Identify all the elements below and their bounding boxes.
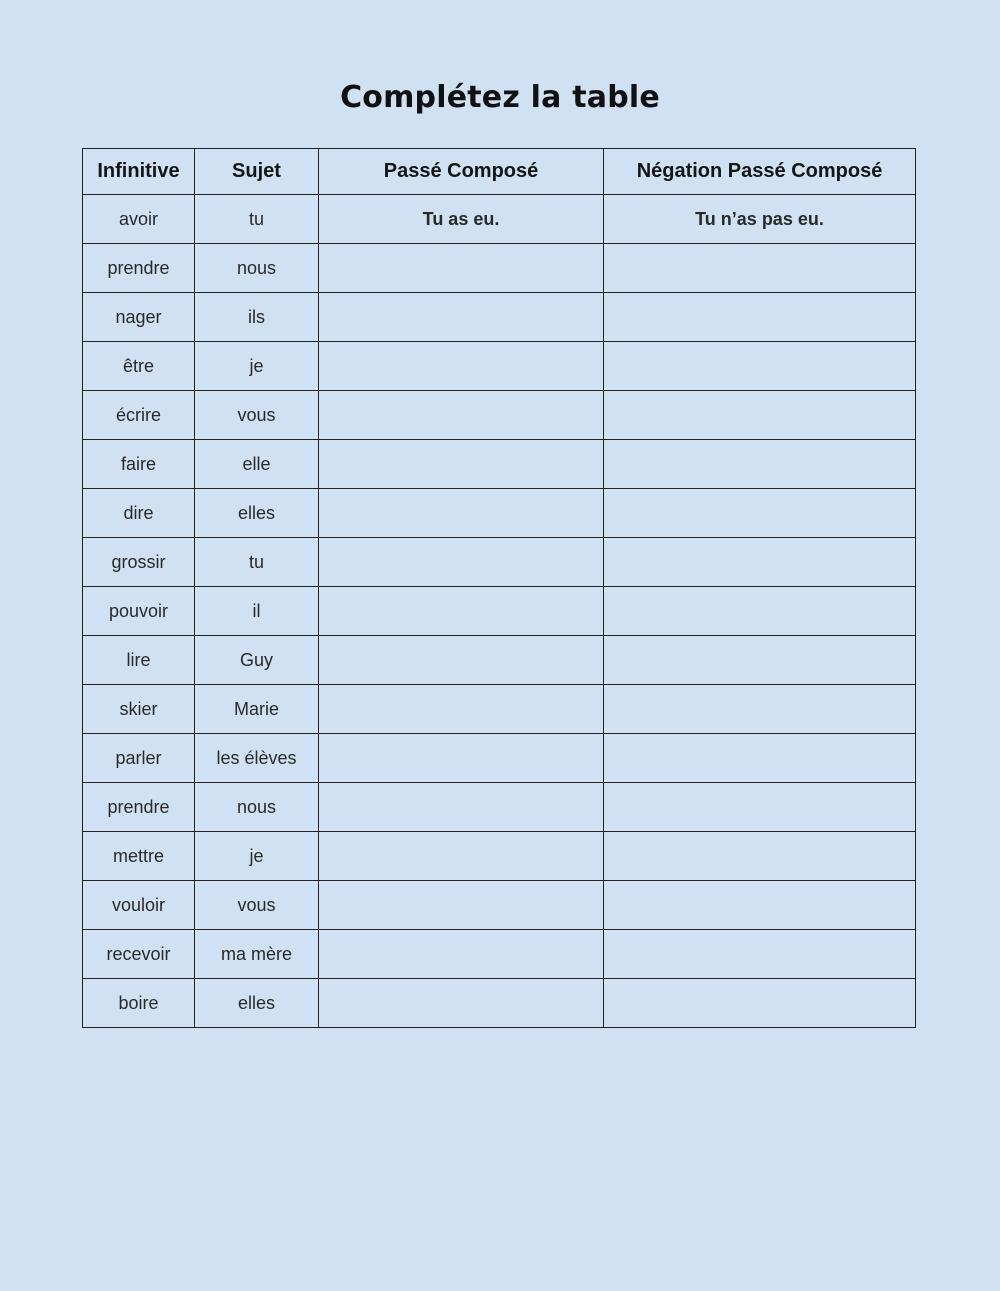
- cell-passe-compose[interactable]: [319, 342, 604, 391]
- cell-subject: tu: [195, 538, 319, 587]
- table-header-row: [83, 149, 916, 195]
- header-passe-compose: Passé Composé: [319, 149, 604, 195]
- cell-infinitive: skier: [83, 685, 195, 734]
- table-row: [83, 783, 916, 832]
- table-row: [83, 342, 916, 391]
- cell-infinitive: vouloir: [83, 881, 195, 930]
- cell-passe-compose[interactable]: [319, 440, 604, 489]
- cell-subject: ma mère: [195, 930, 319, 979]
- cell-passe-compose[interactable]: [319, 587, 604, 636]
- cell-negation[interactable]: [604, 538, 916, 587]
- cell-subject: elles: [195, 979, 319, 1028]
- cell-negation[interactable]: [604, 979, 916, 1028]
- cell-subject: il: [195, 587, 319, 636]
- cell-passe-compose[interactable]: [319, 391, 604, 440]
- cell-subject: Marie: [195, 685, 319, 734]
- cell-subject: ils: [195, 293, 319, 342]
- table-row: [83, 391, 916, 440]
- cell-subject: elles: [195, 489, 319, 538]
- cell-subject: elle: [195, 440, 319, 489]
- cell-infinitive: parler: [83, 734, 195, 783]
- cell-negation[interactable]: [604, 734, 916, 783]
- cell-passe-compose[interactable]: [319, 881, 604, 930]
- cell-subject: je: [195, 832, 319, 881]
- cell-infinitive: avoir: [83, 195, 195, 244]
- cell-negation[interactable]: [604, 930, 916, 979]
- cell-passe-compose[interactable]: [319, 979, 604, 1028]
- cell-negation[interactable]: [604, 587, 916, 636]
- cell-infinitive: prendre: [83, 244, 195, 293]
- cell-negation[interactable]: [604, 489, 916, 538]
- cell-negation[interactable]: [604, 342, 916, 391]
- cell-infinitive: mettre: [83, 832, 195, 881]
- cell-negation[interactable]: [604, 440, 916, 489]
- cell-passe-compose[interactable]: Tu as eu.: [319, 195, 604, 244]
- table-row: [83, 734, 916, 783]
- table-row: [83, 979, 916, 1028]
- cell-infinitive: dire: [83, 489, 195, 538]
- cell-subject: vous: [195, 881, 319, 930]
- cell-passe-compose[interactable]: [319, 293, 604, 342]
- cell-subject: nous: [195, 783, 319, 832]
- cell-negation[interactable]: [604, 685, 916, 734]
- cell-infinitive: boire: [83, 979, 195, 1028]
- cell-passe-compose[interactable]: [319, 636, 604, 685]
- header-subject: Sujet: [195, 149, 319, 195]
- cell-infinitive: prendre: [83, 783, 195, 832]
- header-negation: Négation Passé Composé: [604, 149, 916, 195]
- cell-subject: je: [195, 342, 319, 391]
- cell-passe-compose[interactable]: [319, 538, 604, 587]
- cell-infinitive: nager: [83, 293, 195, 342]
- table-row: [83, 832, 916, 881]
- cell-passe-compose[interactable]: [319, 832, 604, 881]
- header-infinitive: Infinitive: [83, 149, 195, 195]
- cell-infinitive: écrire: [83, 391, 195, 440]
- cell-infinitive: faire: [83, 440, 195, 489]
- cell-passe-compose[interactable]: [319, 244, 604, 293]
- cell-infinitive: pouvoir: [83, 587, 195, 636]
- cell-subject: les élèves: [195, 734, 319, 783]
- cell-negation[interactable]: [604, 244, 916, 293]
- cell-negation[interactable]: [604, 832, 916, 881]
- cell-negation[interactable]: [604, 391, 916, 440]
- table-row: [83, 195, 916, 244]
- table-row: [83, 636, 916, 685]
- table-row: [83, 489, 916, 538]
- conjugation-table: [82, 148, 916, 1028]
- page-title: Complétez la table: [340, 80, 660, 115]
- cell-passe-compose[interactable]: [319, 930, 604, 979]
- table-row: [83, 881, 916, 930]
- cell-passe-compose[interactable]: [319, 685, 604, 734]
- table-row: [83, 293, 916, 342]
- cell-infinitive: grossir: [83, 538, 195, 587]
- cell-passe-compose[interactable]: [319, 783, 604, 832]
- table-row: [83, 685, 916, 734]
- cell-passe-compose[interactable]: [319, 489, 604, 538]
- table-row: [83, 440, 916, 489]
- cell-negation[interactable]: [604, 293, 916, 342]
- cell-infinitive: recevoir: [83, 930, 195, 979]
- cell-negation[interactable]: [604, 881, 916, 930]
- cell-passe-compose[interactable]: [319, 734, 604, 783]
- table-row: [83, 538, 916, 587]
- cell-infinitive: lire: [83, 636, 195, 685]
- cell-subject: Guy: [195, 636, 319, 685]
- cell-subject: nous: [195, 244, 319, 293]
- cell-negation[interactable]: [604, 636, 916, 685]
- table-row: [83, 587, 916, 636]
- cell-negation[interactable]: [604, 783, 916, 832]
- cell-negation[interactable]: Tu n’as pas eu.: [604, 195, 916, 244]
- cell-subject: vous: [195, 391, 319, 440]
- cell-subject: tu: [195, 195, 319, 244]
- cell-infinitive: être: [83, 342, 195, 391]
- table-row: [83, 244, 916, 293]
- table-row: [83, 930, 916, 979]
